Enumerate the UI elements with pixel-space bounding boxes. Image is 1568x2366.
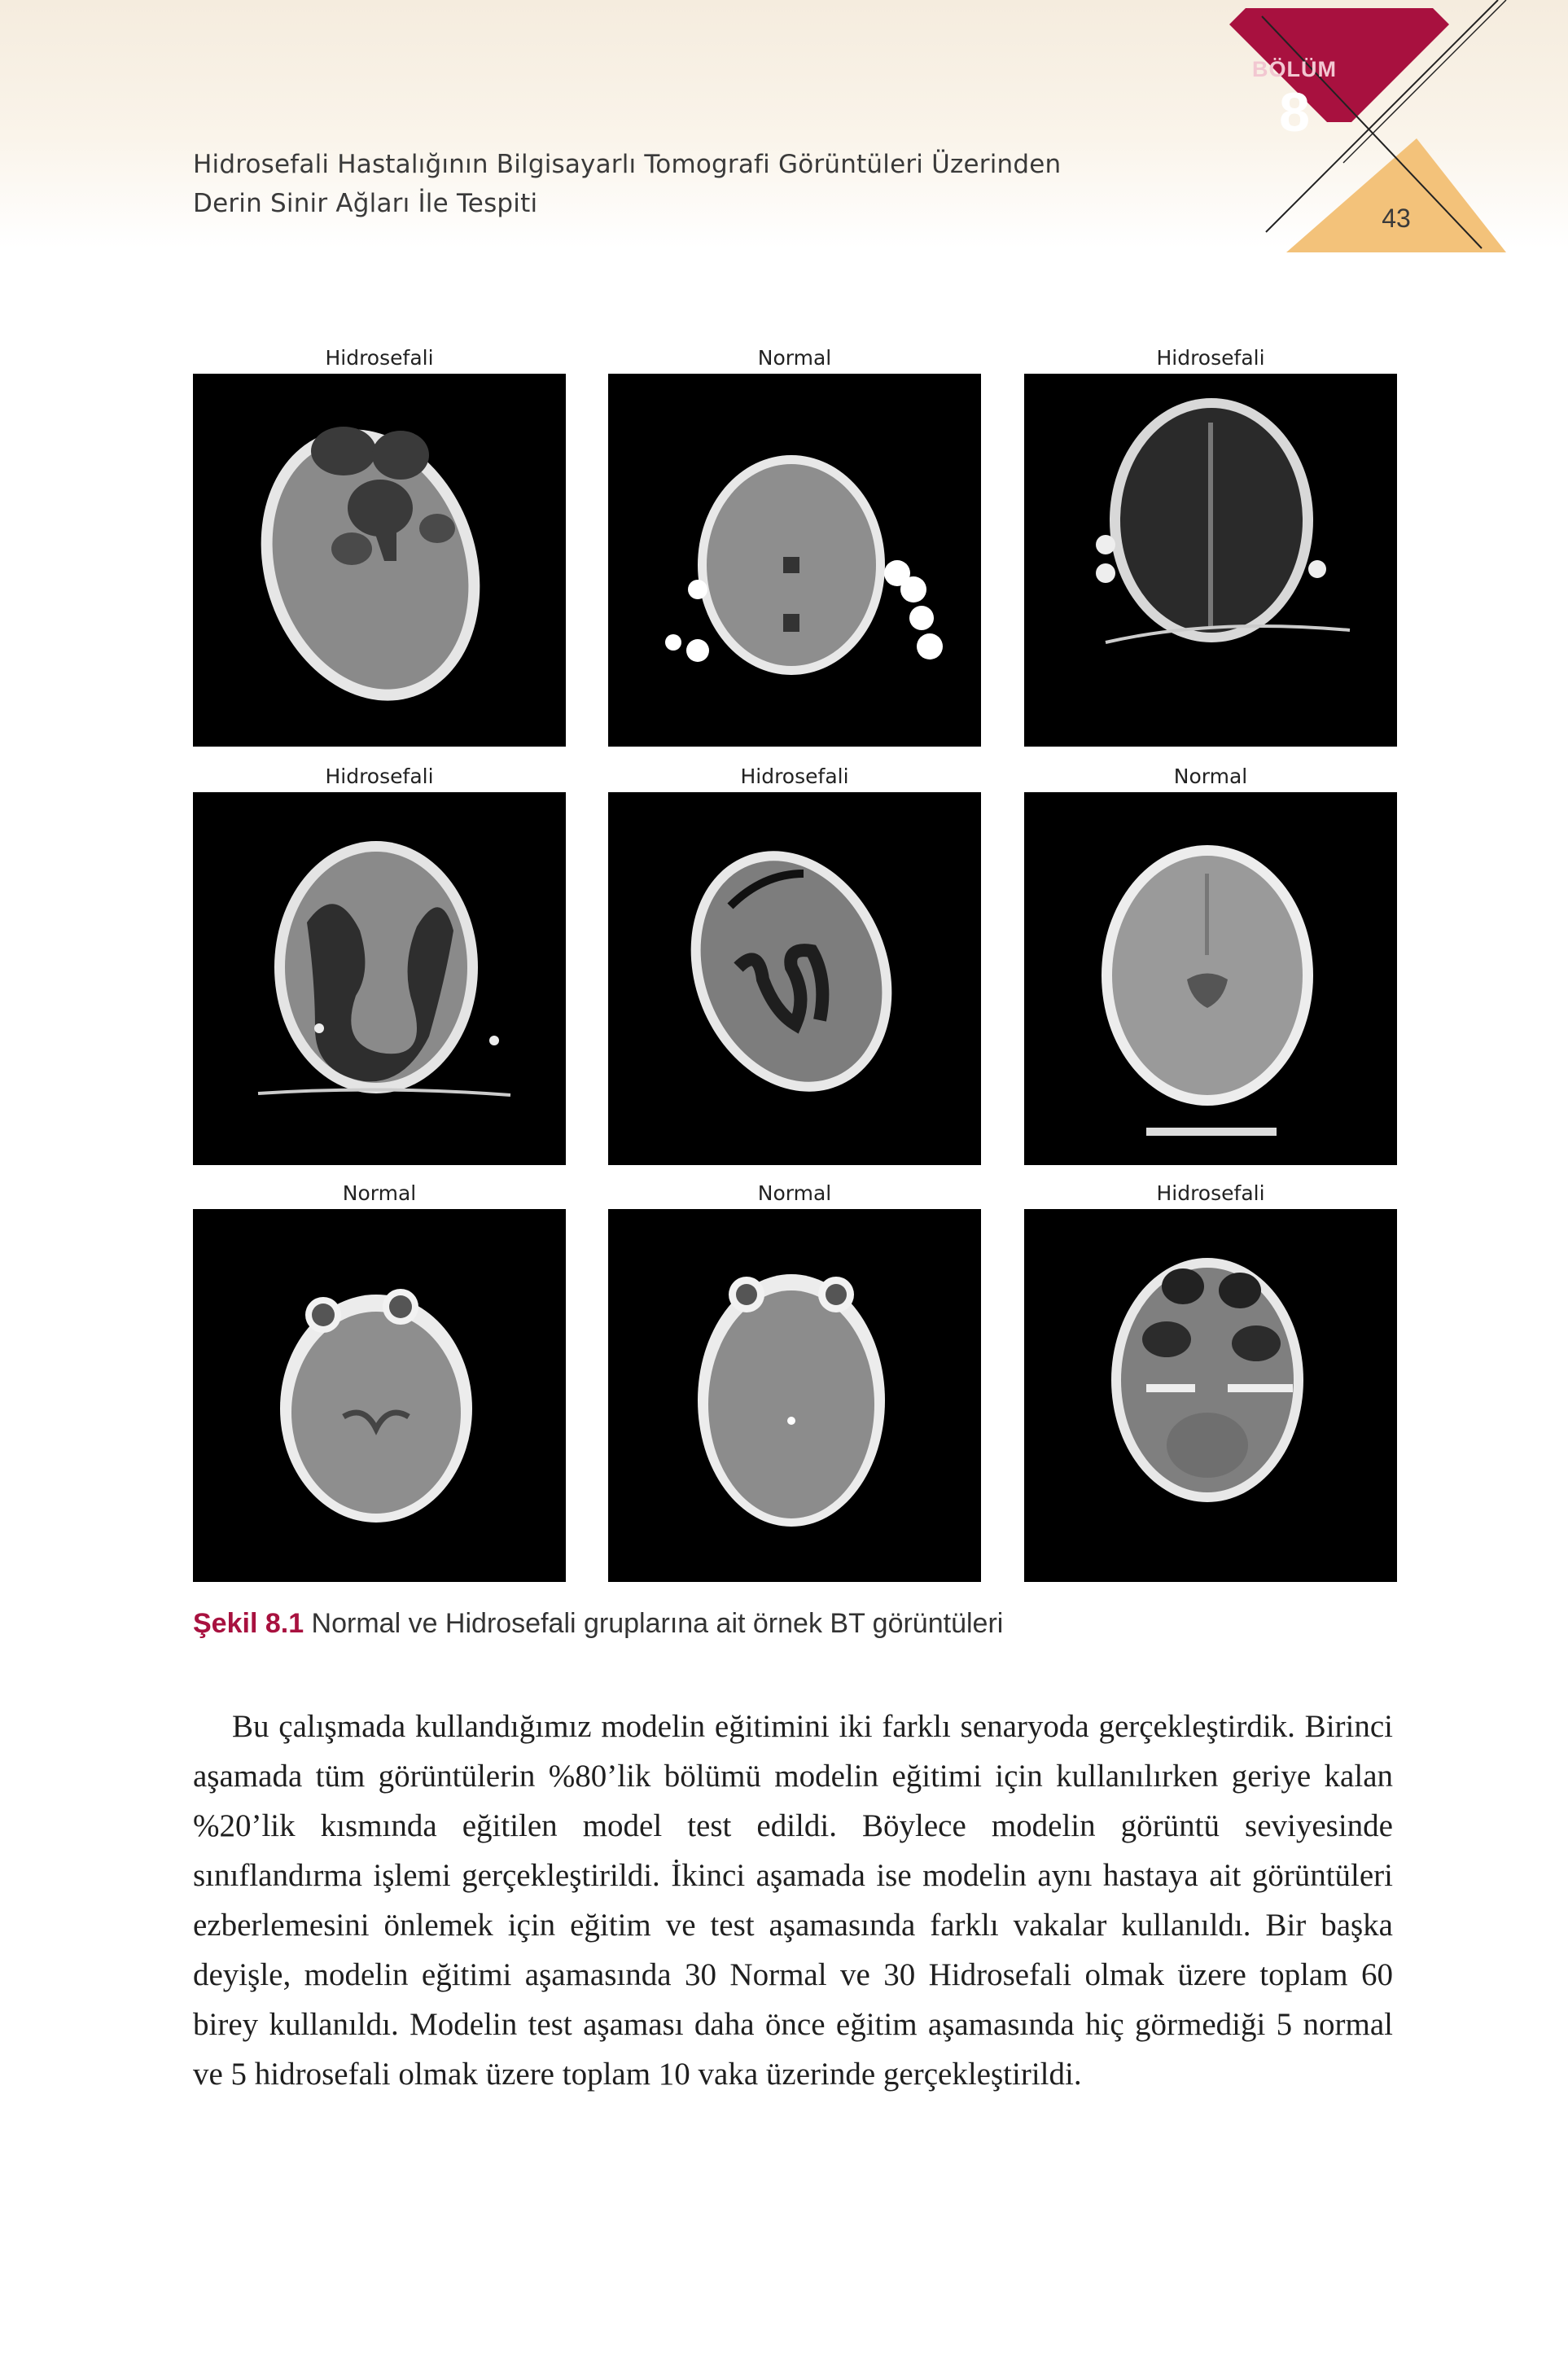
ct-scan-image bbox=[193, 792, 566, 1165]
chapter-label: BÖLÜM bbox=[1252, 57, 1337, 81]
ct-panel-8 bbox=[608, 1178, 981, 1582]
chapter-number: 8 bbox=[1279, 81, 1310, 143]
ct-scan-image bbox=[608, 1209, 981, 1582]
ct-scan-image bbox=[1024, 374, 1397, 747]
running-title-line2: Derin Sinir Ağları İle Tespiti bbox=[193, 189, 538, 218]
caption-label: Şekil 8.1 bbox=[193, 1608, 304, 1639]
panel-label: Hidrosefali bbox=[1156, 1181, 1265, 1205]
ct-scan-image bbox=[1024, 1209, 1397, 1582]
ct-scan-image bbox=[193, 1209, 566, 1582]
ct-panel-1 bbox=[193, 343, 566, 747]
panel-label: Normal bbox=[757, 1181, 832, 1205]
ct-panel-5 bbox=[608, 761, 981, 1165]
panel-label: Hidrosefali bbox=[740, 765, 849, 788]
ct-scan-image bbox=[608, 792, 981, 1165]
page-number: 43 bbox=[1382, 204, 1411, 233]
figure-caption bbox=[193, 1608, 1414, 1640]
running-title bbox=[193, 145, 1129, 223]
ct-panel-7 bbox=[193, 1178, 566, 1582]
panel-label: Normal bbox=[342, 1181, 417, 1205]
ct-panel-2 bbox=[608, 343, 981, 747]
body-paragraph: Bu çalışmada kullandığımız modelin eğitimini iki farklı senaryoda gerçekleştirdik. Birinci aşamada tüm görüntülerin %80’lik bölümü modelin eğitimi için kullanılırken geriye kalan %20’lik kısmında eğitilen model test edildi. Böylece modelin görüntü seviyesinde sınıflandırma işlemi gerçekleştirildi. İkinci aşamada ise modelin aynı hastaya ait görüntüleri ezberlemesini önlemek için eğitim ve test aşamasında farklı vakalar kullanıldı. Bir başka deyişle, modelin eğitimi aşamasında 30 Normal ve 30 Hidrosefali olmak üzere toplam 60 birey kullanıldı. Modelin test aşaması daha önce eğitim aşamasında hiç görmediği 5 normal ve 5 hidrosefali olmak üzere toplam 10 vaka üzerinde gerçekleştirildi. bbox=[193, 1709, 1393, 2092]
ct-panel-9 bbox=[1024, 1178, 1397, 1582]
ct-panel-4 bbox=[193, 761, 566, 1165]
running-title-line1: Hidrosefali Hastalığının Bilgisayarlı Tomografi Görüntüleri Üzerinden bbox=[193, 150, 1062, 179]
ct-scan-image bbox=[193, 374, 566, 747]
ct-scan-image bbox=[1024, 792, 1397, 1165]
panel-label: Hidrosefali bbox=[1156, 346, 1265, 370]
ct-panel-3 bbox=[1024, 343, 1397, 747]
panel-label: Normal bbox=[757, 346, 832, 370]
caption-text: Normal ve Hidrosefali gruplarına ait örnek BT görüntüleri bbox=[304, 1608, 1004, 1639]
panel-label: Normal bbox=[1173, 765, 1248, 788]
body-text bbox=[193, 1702, 1393, 2099]
ct-scan-image bbox=[608, 374, 981, 747]
panel-label: Hidrosefali bbox=[325, 765, 434, 788]
ct-panel-6 bbox=[1024, 761, 1397, 1165]
panel-label: Hidrosefali bbox=[325, 346, 434, 370]
